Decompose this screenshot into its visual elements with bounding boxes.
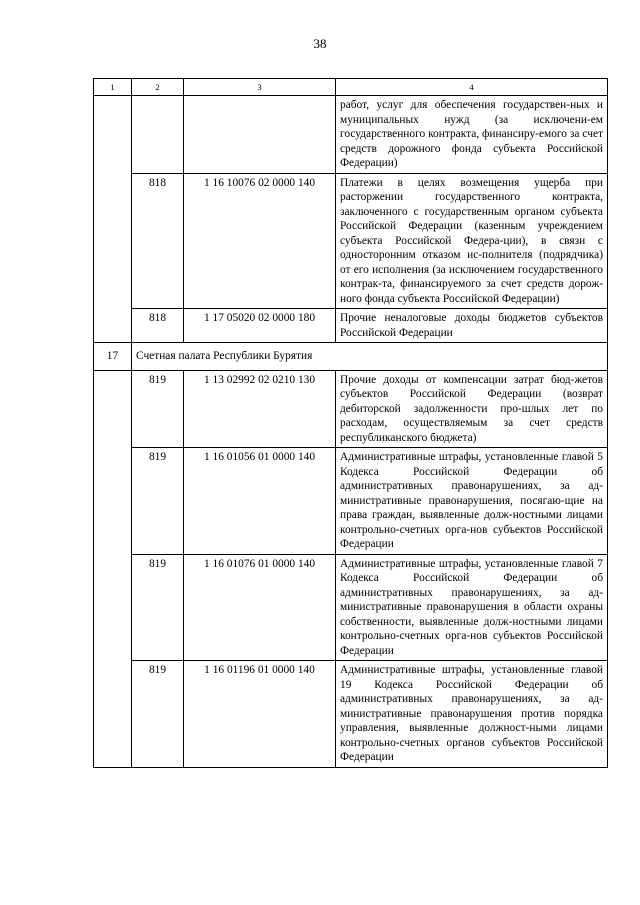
section-row (94, 343, 608, 371)
revenue-codes-table (93, 78, 608, 768)
revenue-code-cell: 1 16 10076 02 0000 140 (184, 173, 336, 309)
section-name: Счетная палата Республики Бурятия (132, 343, 608, 371)
description-cell: работ, услуг для обеспечения государствен-ных и муниципальных нужд (за исключени-ем государственного контракта, финансиру-емого за счет средств дорожного фонда субъекта Российской Федерации) (336, 96, 608, 174)
revenue-code-cell: 1 16 01196 01 0000 140 (184, 661, 336, 768)
revenue-code-cell: 1 13 02992 02 0210 130 (184, 370, 336, 448)
admin-code-cell: 818 (132, 309, 184, 343)
table-header-row (94, 79, 608, 96)
section-number: 17 (94, 343, 132, 371)
section-number-cell (94, 96, 132, 343)
column-header-4: 4 (336, 79, 608, 96)
revenue-code-cell: 1 16 01056 01 0000 140 (184, 448, 336, 555)
section-number-cell (94, 370, 132, 767)
table-row (94, 448, 608, 555)
description-cell: Административные штрафы, установленные главой 7 Кодекса Российской Федерации об административных правонарушениях, за ад-министративные правонарушения в области охраны собственности, выявленные долж-ностными лицами контрольно-счетных орга-нов субъектов Российской Федерации (336, 554, 608, 661)
description-cell: Прочие неналоговые доходы бюджетов субъектов Российской Федерации (336, 309, 608, 343)
admin-code-cell: 819 (132, 370, 184, 448)
description-cell: Административные штрафы, установленные главой 5 Кодекса Российской Федерации об административных правонарушениях, за ад-министративные правонарушения, посягаю-щие на права граждан, выявленные долж-ностными лицами контрольно-счетных орга-нов субъектов Российской Федерации (336, 448, 608, 555)
table-row (94, 173, 608, 309)
table-row (94, 370, 608, 448)
description-cell: Платежи в целях возмещения ущерба при расторжении государственного контракта, заключенного с государственным органом субъекта Российской Федерации (казенным учреждением субъекта Российской Федера-ции), в связи с односторонним отказом ис-полнителя (подрядчика) от его исполнения (за исключением государственного контрак-та, финансируемого за счет средств дорож-ного фонда субъекта Российской Федерации) (336, 173, 608, 309)
admin-code-cell: 819 (132, 554, 184, 661)
table-row (94, 309, 608, 343)
admin-code-cell (132, 96, 184, 174)
table-row (94, 661, 608, 768)
revenue-code-cell (184, 96, 336, 174)
admin-code-cell: 819 (132, 448, 184, 555)
revenue-code-cell: 1 17 05020 02 0000 180 (184, 309, 336, 343)
column-header-3: 3 (184, 79, 336, 96)
page-number: 38 (313, 36, 327, 51)
revenue-code-cell: 1 16 01076 01 0000 140 (184, 554, 336, 661)
table-row (94, 96, 608, 174)
admin-code-cell: 819 (132, 661, 184, 768)
description-cell: Прочие доходы от компенсации затрат бюд-жетов субъектов Российской Федерации (возврат дебиторской задолженности про-шлых лет по расходам, осуществляемым за счет средств республиканского бюджета) (336, 370, 608, 448)
column-header-2: 2 (132, 79, 184, 96)
description-cell: Административные штрафы, установленные главой 19 Кодекса Российской Федерации об административных правонарушениях, за ад-министративные правонарушения против порядка управления, выявленные должност-ными лицами контрольно-счетных органов субъектов Российской Федерации (336, 661, 608, 768)
admin-code-cell: 818 (132, 173, 184, 309)
table-row (94, 554, 608, 661)
column-header-1: 1 (94, 79, 132, 96)
